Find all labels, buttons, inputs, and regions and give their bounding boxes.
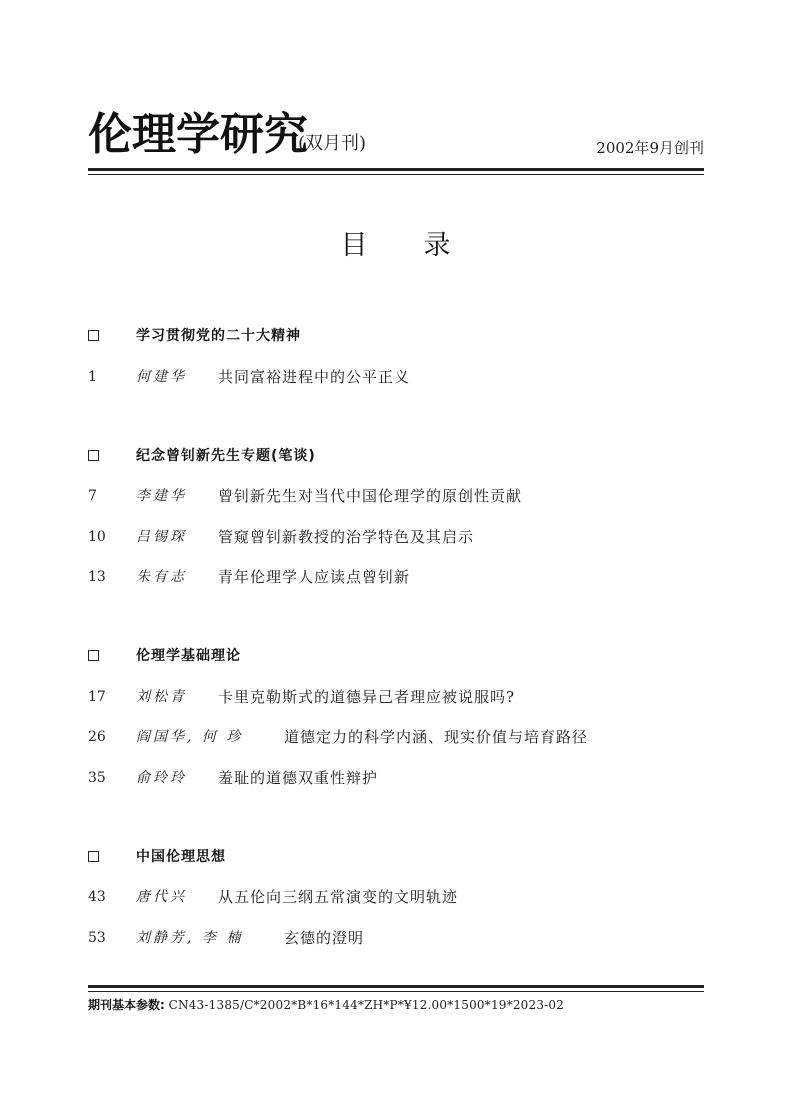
- top-rule-thick: [88, 168, 704, 171]
- toc-entry[interactable]: [88, 887, 708, 909]
- entry-author: 唐代兴: [136, 889, 187, 905]
- entry-author: 李建华: [136, 488, 187, 504]
- entry-article[interactable]: 共同富裕进程中的公平正义: [218, 368, 411, 386]
- entry-article[interactable]: 青年伦理学人应读点曾钊新: [218, 568, 411, 586]
- bottom-rule-thin: [88, 991, 704, 992]
- entry-page: 7: [88, 488, 97, 504]
- entry-page: 1: [88, 369, 97, 385]
- section-title: 学习贯彻党的二十大精神: [136, 328, 301, 344]
- entry-page: 53: [88, 930, 106, 946]
- founded-date: 2002年9月创刊: [596, 139, 704, 157]
- entry-author: 朱有志: [136, 569, 187, 585]
- entry-author: 刘静芳, 李 楠: [136, 930, 244, 946]
- toc-entry[interactable]: [88, 367, 708, 389]
- entry-page: 26: [88, 729, 106, 745]
- entry-page: 13: [88, 569, 106, 585]
- journal-frequency: (双月刊): [298, 133, 367, 154]
- entry-page: 43: [88, 889, 106, 905]
- entry-page: 35: [88, 770, 106, 786]
- toc-entry[interactable]: [88, 768, 708, 790]
- checkbox-square-icon: [88, 450, 99, 461]
- toc-entry[interactable]: [88, 527, 708, 549]
- entry-article[interactable]: 道德定力的科学内涵、现实价值与培育路径: [284, 728, 589, 746]
- toc-entry[interactable]: [88, 486, 708, 508]
- toc-entry[interactable]: [88, 687, 708, 709]
- entry-article[interactable]: 曾钊新先生对当代中国伦理学的原创性贡献: [218, 487, 523, 505]
- entry-article[interactable]: 卡里克勒斯式的道德异己者理应被说服吗?: [218, 688, 516, 706]
- entry-author: 阎国华, 何 珍: [136, 729, 244, 745]
- entry-article[interactable]: 玄德的澄明: [284, 929, 365, 947]
- toc-entry[interactable]: [88, 928, 708, 950]
- parameters-label: 期刊基本参数:: [88, 998, 165, 1012]
- section-title: 中国伦理思想: [136, 849, 226, 865]
- toc-entry[interactable]: [88, 567, 708, 589]
- entry-page: 17: [88, 689, 106, 705]
- entry-article[interactable]: 羞耻的道德双重性辩护: [218, 769, 379, 787]
- entry-author: 何建华: [136, 369, 187, 385]
- checkbox-square-icon: [88, 330, 99, 341]
- entry-author: 刘松青: [136, 689, 187, 705]
- entry-page: 10: [88, 529, 106, 545]
- section-title: 伦理学基础理论: [136, 648, 241, 664]
- section-title: 纪念曾钊新先生专题(笔谈): [136, 448, 316, 464]
- checkbox-square-icon: [88, 650, 99, 661]
- toc-entry[interactable]: [88, 727, 708, 749]
- masthead: [88, 108, 704, 162]
- bottom-rule-thick: [88, 985, 704, 988]
- entry-author: 俞玲玲: [136, 770, 187, 786]
- entry-article[interactable]: 管窥曾钊新教授的治学特色及其启示: [218, 528, 475, 546]
- parameters-value: CN43-1385/C*2002*B*16*144*ZH*P*¥12.00*1500*19*2023-02: [168, 998, 565, 1012]
- toc-heading: 目录: [340, 230, 507, 261]
- journal-title: 伦理学研究: [88, 109, 308, 160]
- journal-parameters: [88, 996, 564, 1014]
- checkbox-square-icon: [88, 851, 99, 862]
- top-rule-thin: [88, 174, 704, 175]
- entry-article[interactable]: 从五伦向三纲五常演变的文明轨迹: [218, 888, 459, 906]
- entry-author: 吕锡琛: [136, 529, 187, 545]
